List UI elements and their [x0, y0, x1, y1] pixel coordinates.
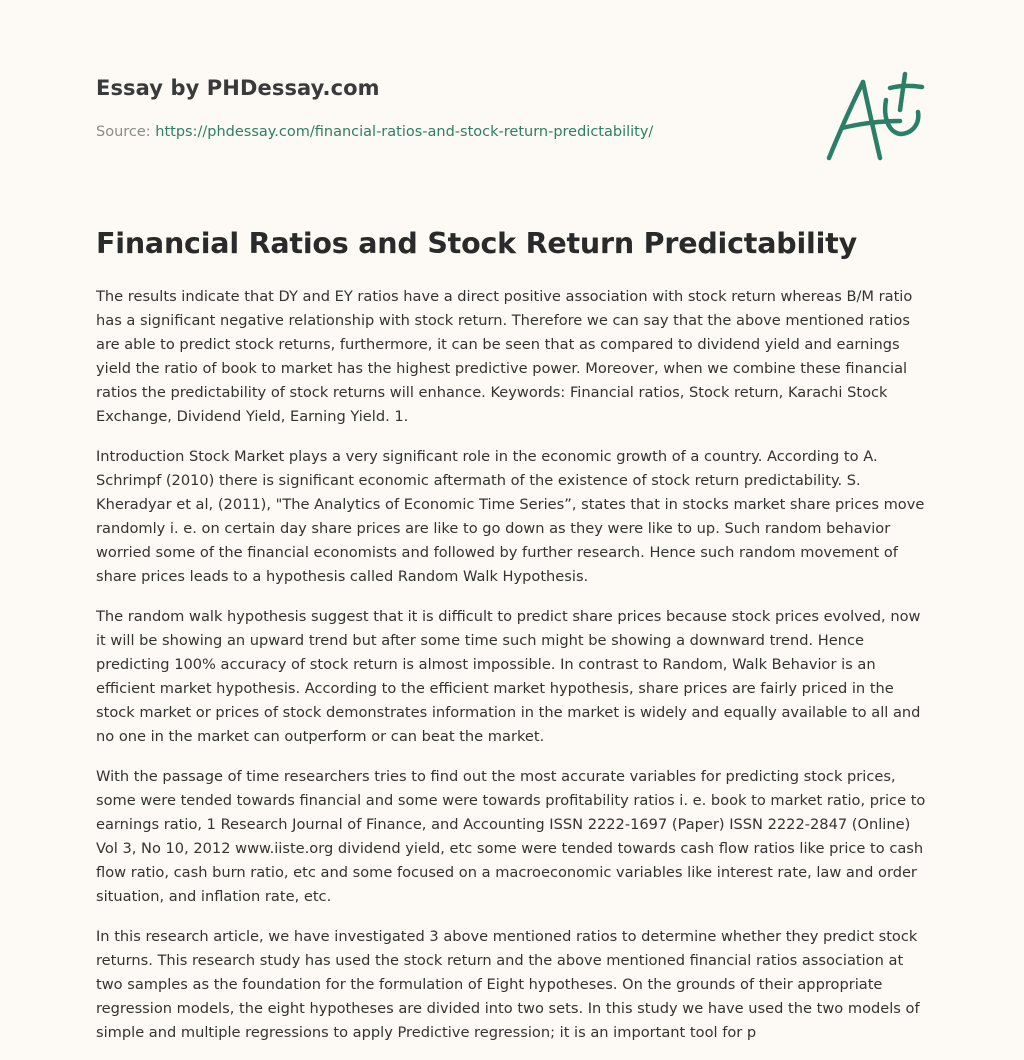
article-body	[96, 285, 926, 1060]
source-line	[96, 124, 653, 140]
paragraph: The random walk hypothesis suggest that it is difficult to predict share prices because stock prices evolved, now it will be showing an upward trend but after some time such might be showing a downward trend. Hence predicting 100% accuracy of stock return is almost impossible. In contrast to Random, Walk Behavior is an efficient market hypothesis. According to the efficient market hypothesis, share prices are fairly priced in the stock market or prices of stock demonstrates information in the market is widely and equally available to all and no one in the market can outperform or can beat the market.	[96, 608, 921, 745]
paragraph: Introduction Stock Market plays a very significant role in the economic growth of a country. According to A. Schrimpf (2010) there is significant economic aftermath of the existence of stock return predictability. S. Kheradyar et al, (2011), "The Analytics of Economic Time Series”, states that in stocks market share prices move randomly i. e. on certain day share prices are like to go down as they were like to up. Such random behavior worried some of the financial economists and followed by further research. Hence such random movement of share prices leads to a hypothesis called Random Walk Hypothesis.	[96, 448, 925, 585]
paragraph: In this research article, we have investigated 3 above mentioned ratios to determine whether they predict stock returns. This research study has used the stock return and the above mentioned financial ratios association at two samples as the foundation for the formulation of Eight hypotheses. On the grounds of their appropriate regression models, the eight hypotheses are divided into two sets. In this study we have used the two models of simple and multiple regressions to apply Predictive regression; it is an important tool for p	[96, 928, 920, 1041]
brand-title: Essay by PHDessay.com	[96, 76, 380, 100]
a-plus-logo-icon	[818, 66, 930, 166]
source-label: Source:	[96, 124, 156, 140]
article-title: Financial Ratios and Stock Return Predictability	[96, 227, 857, 260]
paragraph: With the passage of time researchers tries to find out the most accurate variables for predicting stock prices, some were tended towards financial and some were towards profitability ratios i. e. book to market ratio, price to earnings ratio, 1 Research Journal of Finance, and Accounting ISSN 2222-1697 (Paper) ISSN 2222-2847 (Online) Vol 3, No 10, 2012 www.iiste.org dividend yield, etc some were tended towards cash flow ratios like price to cash flow ratio, cash burn ratio, etc and some focused on a macroeconomic variables like interest rate, law and order situation, and inflation rate, etc.	[96, 768, 926, 905]
paragraph: The results indicate that DY and EY ratios have a direct positive association with stock return whereas B/M ratio has a significant negative relationship with stock return. Therefore we can say that the above mentioned ratios are able to predict stock returns, furthermore, it can be seen that as compared to dividend yield and earnings yield the ratio of book to market has the highest predictive power. Moreover, when we combine these financial ratios the predictability of stock returns will enhance. Keywords: Financial ratios, Stock return, Karachi Stock Exchange, Dividend Yield, Earning Yield. 1.	[96, 288, 913, 425]
source-link[interactable]: https://phdessay.com/financial-ratios-and-stock-return-predictability/	[155, 124, 654, 140]
